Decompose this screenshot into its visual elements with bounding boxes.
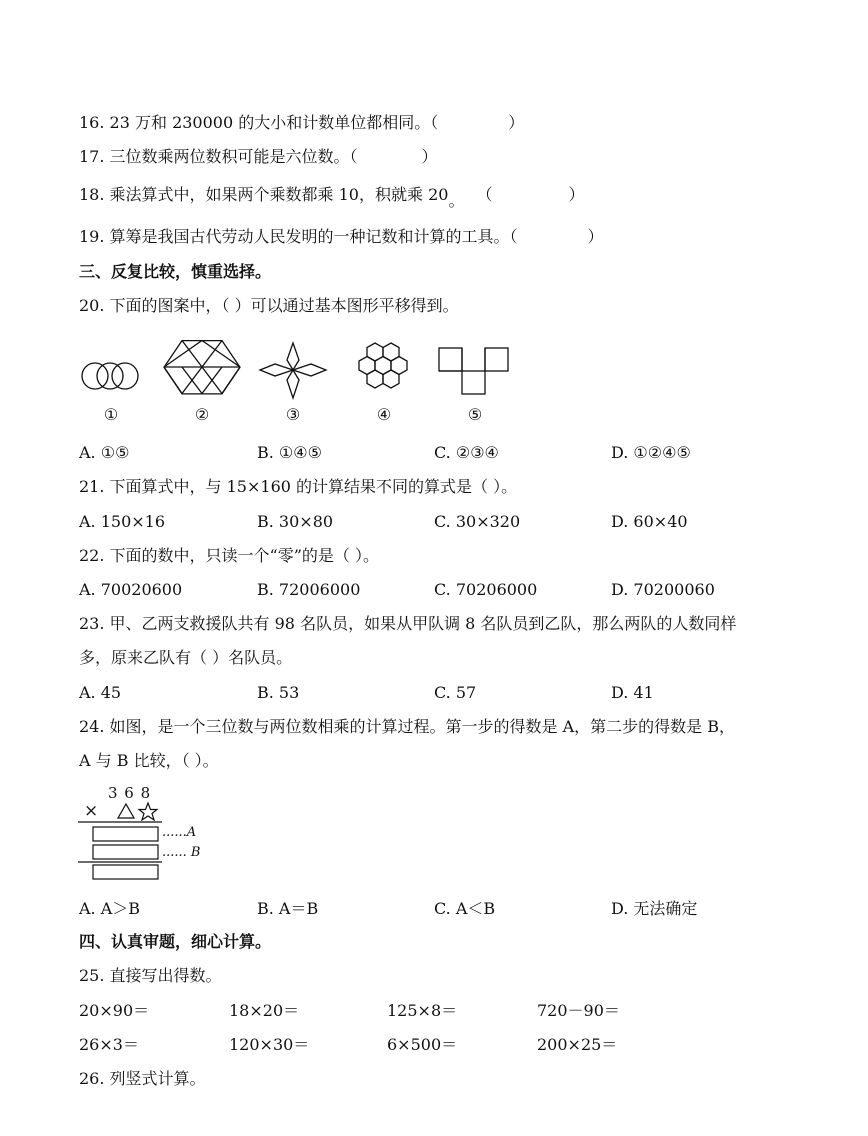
question-26-stem: 26. 列竖式计算。 [79, 1069, 206, 1088]
q22-option-b[interactable]: B. 72006000 [257, 580, 361, 599]
box-a [93, 827, 158, 841]
figure-label-b: ...... B [162, 845, 201, 860]
q23-option-b[interactable]: B. 53 [257, 683, 300, 702]
figure-label-2: ② [194, 405, 210, 424]
figure-1-circles [82, 363, 138, 389]
figure-3-rhombus-star [260, 343, 326, 398]
section-3-heading: 三、反复比较，慎重选择。 [79, 262, 272, 281]
q22-option-c[interactable]: C. 70206000 [434, 580, 538, 599]
q21-option-d[interactable]: D. 60×40 [611, 512, 688, 531]
question-17-close: ） [421, 147, 438, 166]
q23-option-c[interactable]: C. 57 [434, 683, 477, 702]
question-23-stem-line1: 23. 甲、乙两支救援队共有 98 名队员，如果从甲队调 8 名队员到乙队，那么两队的人数同样 [79, 614, 737, 633]
q25-calc-7: 6×500＝ [387, 1035, 458, 1054]
question-19-text: 19. 算筹是我国古代劳动人民发明的一种记数和计算的工具。（ [79, 227, 518, 246]
figure-label-3: ③ [285, 405, 301, 424]
q24-option-b[interactable]: B. A＝B [257, 899, 319, 918]
q22-option-d[interactable]: D. 70200060 [611, 580, 715, 599]
question-16 [79, 113, 524, 133]
q21-option-a[interactable]: A. 150×16 [79, 512, 166, 531]
q25-calc-8: 200×25＝ [537, 1035, 618, 1054]
figure-label-1: ① [103, 405, 119, 424]
question-25-stem: 25. 直接写出得数。 [79, 966, 222, 985]
question-21-stem: 21. 下面算式中，与 15×160 的计算结果不同的算式是（ ）。 [79, 477, 518, 496]
section-4-heading: 四、认真审题，细心计算。 [79, 932, 272, 951]
q25-calc-6: 120×30＝ [229, 1035, 310, 1054]
triangle-icon [118, 804, 134, 818]
question-24-stem-line1: 24. 如图，是一个三位数与两位数相乘的计算过程。第一步的得数是 A，第二步的得数是 B， [79, 717, 736, 736]
q21-option-c[interactable]: C. 30×320 [434, 512, 521, 531]
question-17 [79, 147, 438, 167]
question-17-text: 17. 三位数乘两位数积可能是六位数。（ [79, 147, 358, 166]
q25-calc-3: 125×8＝ [387, 1001, 458, 1020]
q21-option-b[interactable]: B. 30×80 [257, 512, 334, 531]
q25-calc-4: 720－90＝ [537, 1001, 620, 1020]
question-20-stem: 20. 下面的图案中，（ ）可以通过基本图形平移得到。 [79, 296, 459, 315]
q25-calc-1: 20×90＝ [79, 1001, 150, 1020]
figure-2-hexagon-triangles [164, 341, 240, 394]
q23-option-d[interactable]: D. 41 [611, 683, 654, 702]
q25-calc-2: 18×20＝ [229, 1001, 300, 1020]
figure-label-5: ⑤ [467, 405, 483, 424]
q20-option-a[interactable]: A. ①⑤ [79, 443, 130, 462]
question-19 [79, 227, 604, 247]
question-18-mark: 。 [448, 191, 465, 210]
figure-shapes [78, 784, 218, 884]
question-18-open: （ [476, 185, 493, 204]
figure-4-hexagon-cluster [359, 343, 407, 388]
figure-times-sign: × [84, 801, 99, 821]
question-16-text: 16. 23 万和 230000 的大小和计数单位都相同。（ [79, 113, 439, 132]
box-result [93, 865, 158, 879]
box-b [93, 845, 158, 859]
q24-option-d[interactable]: D. 无法确定 [611, 899, 698, 918]
q20-figures [78, 340, 518, 402]
question-18-close: ） [568, 185, 585, 204]
q20-option-b[interactable]: B. ①④⑤ [257, 443, 322, 462]
question-18-text: 18. 乘法算式中，如果两个乘数都乘 10，积就乘 20 [79, 185, 449, 204]
q20-option-d[interactable]: D. ①②④⑤ [611, 443, 691, 462]
q24-option-c[interactable]: C. A＜B [434, 899, 496, 918]
figure-5-squares [439, 348, 508, 394]
question-23-stem-line2: 多，原来乙队有（ ）名队员。 [79, 648, 293, 667]
question-18 [79, 185, 585, 210]
figure-label-a: ......A [162, 825, 197, 840]
q23-option-a[interactable]: A. 45 [79, 683, 122, 702]
q24-multiplication-figure [78, 784, 218, 884]
question-22-stem: 22. 下面的数中，只读一个“零”的是（ ）。 [79, 546, 379, 565]
q22-option-a[interactable]: A. 70020600 [79, 580, 183, 599]
star-icon [139, 803, 157, 820]
figure-top-number: 3 6 8 [108, 784, 152, 802]
q24-option-a[interactable]: A. A＞B [79, 899, 141, 918]
question-24-stem-line2: A 与 B 比较，（ ）。 [79, 751, 219, 770]
figure-label-4: ④ [376, 405, 392, 424]
question-19-close: ） [587, 227, 604, 246]
q20-option-c[interactable]: C. ②③④ [434, 443, 499, 462]
q25-calc-5: 26×3＝ [79, 1035, 139, 1054]
question-16-close: ） [508, 113, 525, 132]
